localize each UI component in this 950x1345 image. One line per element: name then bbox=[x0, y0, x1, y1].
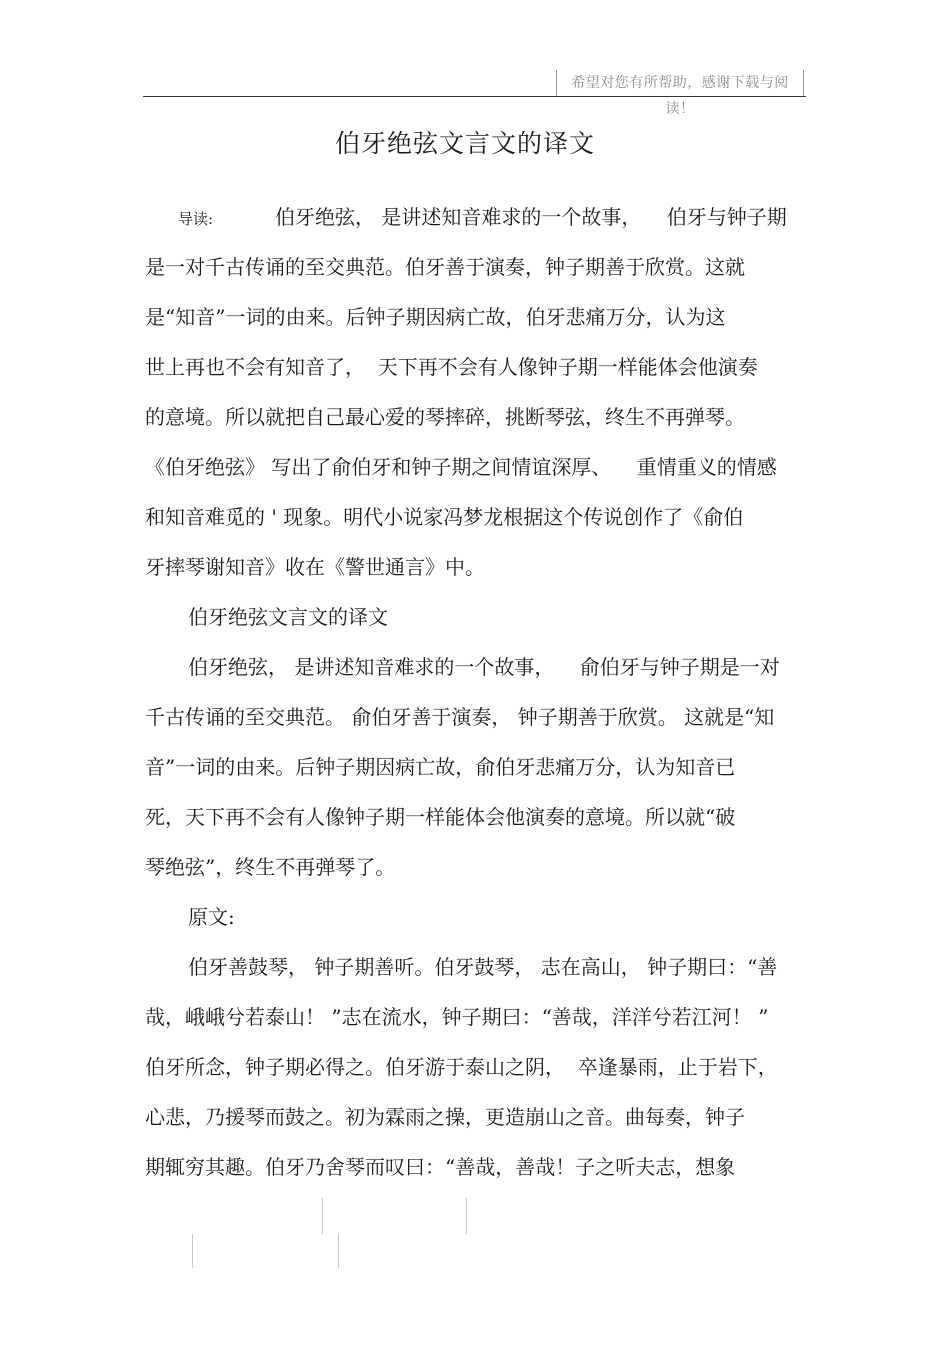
original-line: 伯牙所念，钟子期必得之。伯牙游于泰山之阴， 卒逢暴雨，止于岩下， bbox=[145, 1055, 778, 1079]
header-note: 希望对您有所帮助，感谢下载与阅读！ bbox=[556, 70, 804, 96]
document-title: 伯牙绝弦文言文的译文 bbox=[334, 129, 595, 158]
original-line: 哉，峨峨兮若泰山！ ”志在流水，钟子期曰：“善哉，洋洋兮若江河！ ” bbox=[145, 1005, 769, 1029]
scan-artifact-line bbox=[338, 1234, 339, 1268]
intro-line: 《伯牙绝弦》 写出了俞伯牙和钟子期之间情谊深厚、 重情重义的情感 bbox=[145, 455, 777, 479]
scan-artifact-line bbox=[466, 1198, 467, 1234]
translation-line: 琴绝弦”，终生不再弹琴了。 bbox=[145, 855, 396, 879]
intro-line: 和知音难觅的 ' 现象。明代小说家冯梦龙根据这个传说创作了《俞伯 bbox=[145, 505, 744, 529]
header-divider bbox=[143, 96, 806, 97]
translation-line: 伯牙绝弦， 是讲述知音难求的一个故事， 俞伯牙与钟子期是一对 bbox=[188, 655, 780, 679]
original-label: 原文: bbox=[188, 905, 235, 929]
original-line: 期辄穷其趣。伯牙乃舍琴而叹曰：“善哉，善哉！子之听夫志，想象 bbox=[145, 1155, 736, 1179]
intro-line: 是一对千古传诵的至交典范。伯牙善于演奏，钟子期善于欣赏。这就 bbox=[145, 255, 745, 279]
original-line: 心悲，乃援琴而鼓之。初为霖雨之操，更造崩山之音。曲每奏，钟子 bbox=[145, 1105, 745, 1129]
intro-line: 牙摔琴谢知音》收在《警世通言》中。 bbox=[145, 555, 485, 579]
scan-artifact-line bbox=[322, 1198, 323, 1234]
intro-label: 导读: bbox=[178, 210, 214, 228]
scan-artifact-line bbox=[192, 1234, 193, 1268]
intro-line: 伯牙绝弦， 是讲述知音难求的一个故事， 伯牙与钟子期 bbox=[275, 205, 787, 229]
intro-line: 世上再也不会有知音了， 天下再不会有人像钟子期一样能体会他演奏 bbox=[145, 355, 758, 379]
translation-line: 千古传诵的至交典范。 俞伯牙善于演奏， 钟子期善于欣赏。 这就是“知 bbox=[145, 705, 775, 729]
intro-line: 的意境。所以就把自己最心爱的琴摔碎，挑断琴弦，终生不再弹琴。 bbox=[145, 405, 745, 429]
intro-line: 是“知音”一词的由来。后钟子期因病亡故，伯牙悲痛万分，认为这 bbox=[145, 305, 726, 329]
section-heading: 伯牙绝弦文言文的译文 bbox=[188, 605, 388, 629]
translation-line: 音”一词的由来。后钟子期因病亡故，俞伯牙悲痛万分，认为知音已 bbox=[145, 755, 736, 779]
translation-line: 死，天下再不会有人像钟子期一样能体会他演奏的意境。所以就“破 bbox=[145, 805, 736, 829]
original-line: 伯牙善鼓琴， 钟子期善听。伯牙鼓琴， 志在高山， 钟子期曰：“善 bbox=[188, 955, 778, 979]
